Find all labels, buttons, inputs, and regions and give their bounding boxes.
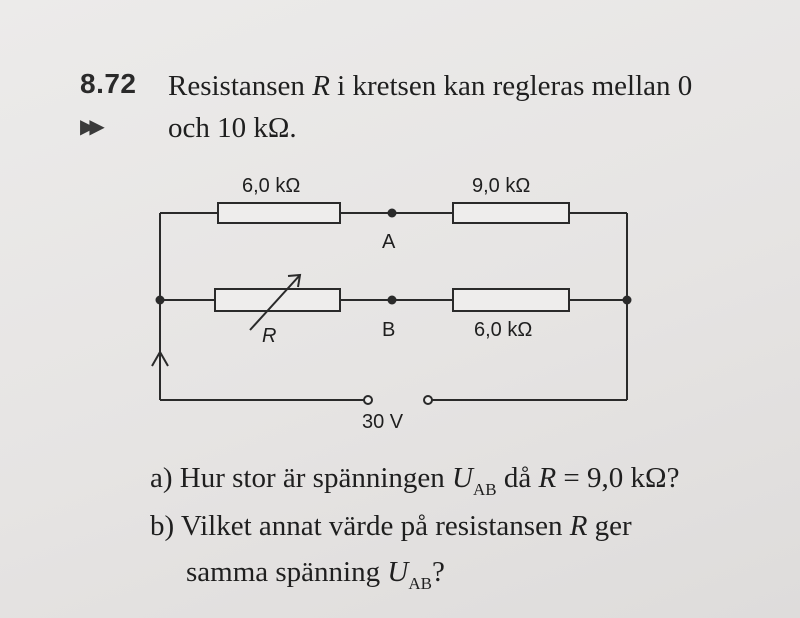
variable-r: R <box>312 70 330 102</box>
label-voltage: 30 V <box>362 411 404 433</box>
resistor-9k <box>453 203 569 223</box>
node-b-dot <box>388 296 397 305</box>
problem-text-line-2: och 10 kΩ. <box>168 112 297 144</box>
problem-text-prefix: Resistansen <box>168 70 313 102</box>
label-9k: 9,0 kΩ <box>472 175 531 197</box>
label-6k-top: 6,0 kΩ <box>242 175 301 197</box>
question-b2-var-u: U <box>387 556 409 588</box>
question-b-prefix: b) Vilket annat värde på resistansen <box>150 510 570 542</box>
terminal-right <box>424 396 432 404</box>
question-a-var-u: U <box>452 462 473 494</box>
double-arrow-icon: ▶▶ <box>80 114 99 138</box>
question-b-var-r: R <box>569 510 588 542</box>
junction-left <box>156 296 165 305</box>
label-6k-bottom: 6,0 kΩ <box>474 319 533 341</box>
question-a-prefix: a) Hur stor är spänningen <box>150 462 452 494</box>
question-b2-suffix: ? <box>431 556 445 588</box>
junction-right <box>623 296 632 305</box>
question-a-sub-ab: AB <box>472 480 497 499</box>
question-b-suffix: ger <box>587 510 632 542</box>
label-node-a: A <box>382 231 396 253</box>
resistor-6k-bottom <box>453 289 569 311</box>
label-node-b: B <box>382 319 396 341</box>
problem-number: 8.72 <box>80 68 137 99</box>
label-variable-r: R <box>262 325 277 347</box>
question-b2-sub-ab: AB <box>408 574 432 593</box>
question-a-mid: då <box>496 462 539 494</box>
problem-text-suffix: i kretsen kan regleras mellan 0 <box>329 70 693 102</box>
node-a-dot <box>388 209 397 218</box>
question-b2-prefix: samma spänning <box>186 556 388 588</box>
terminal-left <box>364 396 372 404</box>
question-b-line-2 <box>186 556 445 594</box>
question-a <box>150 462 679 500</box>
question-a-var-r: R <box>538 462 557 494</box>
resistor-6k-top <box>218 203 340 223</box>
question-b <box>150 510 632 543</box>
question-a-suffix: = 9,0 kΩ? <box>556 462 680 494</box>
